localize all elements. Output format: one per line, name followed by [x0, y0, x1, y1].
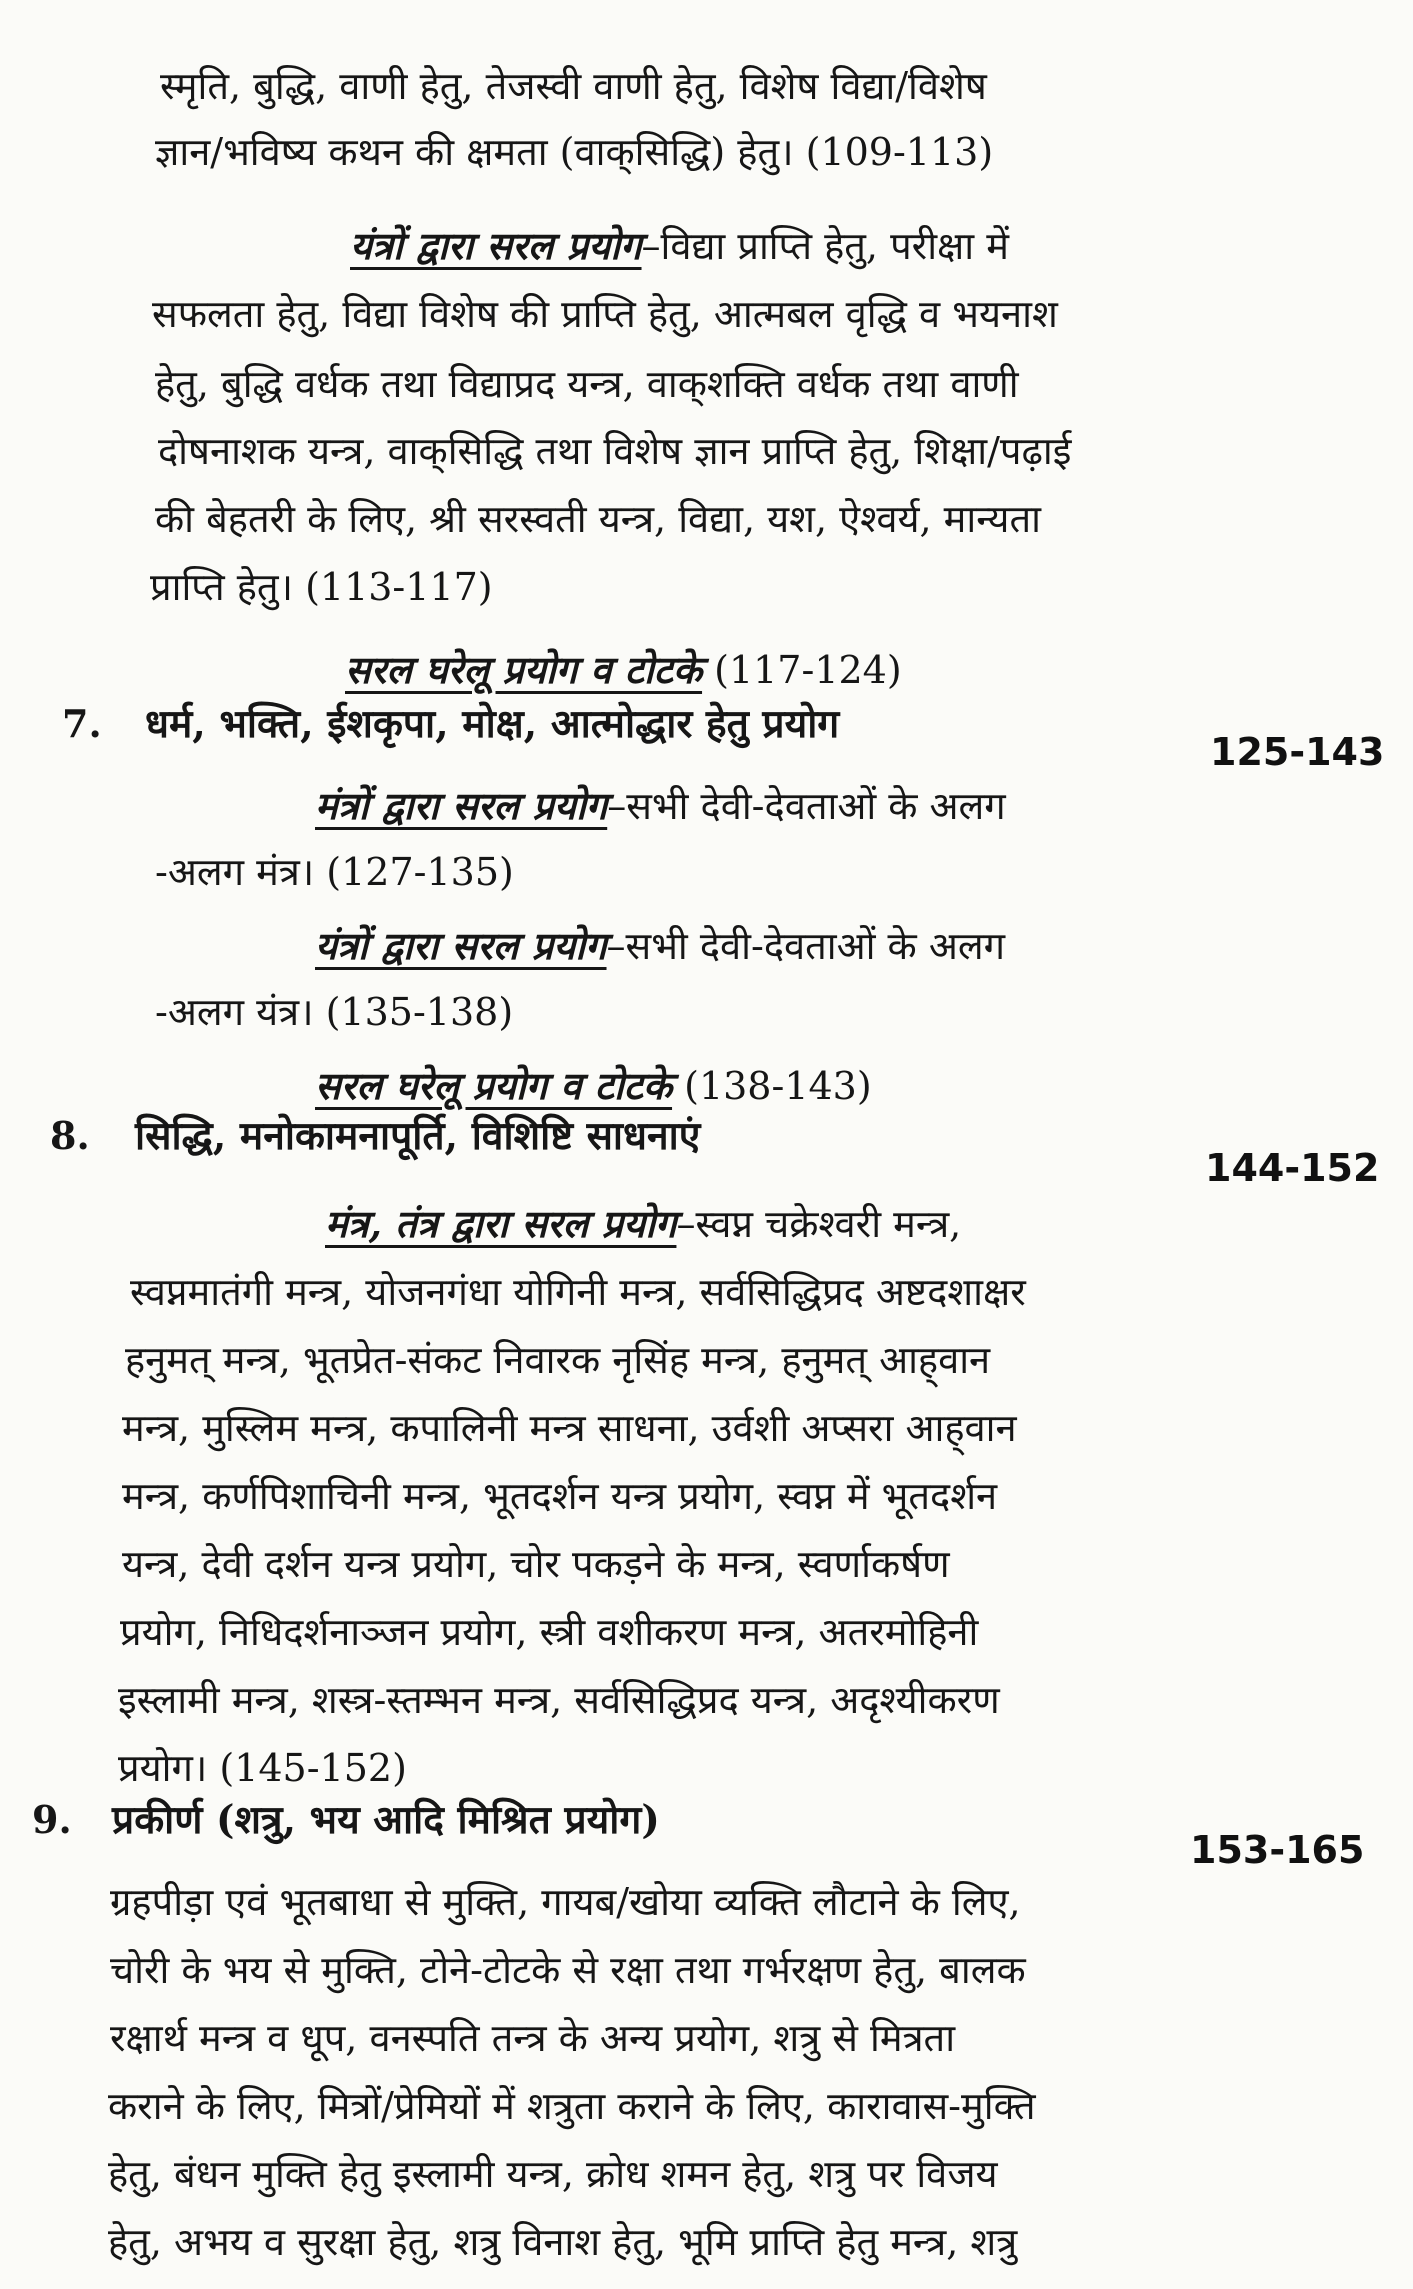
- subheading-line: [325, 1200, 961, 1248]
- text-span: (138-143): [672, 1064, 872, 1108]
- text-line: चोरी के भय से मुक्ति, टोने-टोटके से रक्षा तथा गर्भरक्षण हेतु, बालक: [110, 1948, 1026, 1992]
- text-line: स्वप्नमातंगी मन्त्र, योजनगंधा योगिनी मन्त्र, सर्वसिद्धिप्रद अष्टदशाक्षर: [130, 1270, 1026, 1314]
- page-range: 125-143: [1210, 730, 1385, 774]
- text-line: हेतु, बुद्धि वर्धक तथा विद्याप्रद यन्त्र, वाक्‌शक्ति वर्धक तथा वाणी: [155, 362, 1019, 406]
- text-span: –विद्या प्राप्ति हेतु, परीक्षा में: [641, 224, 1009, 268]
- section-number: 8.: [50, 1113, 90, 1158]
- text-line: प्राप्ति हेतु। (113-117): [150, 565, 493, 609]
- subheading: मंत्र, तंत्र द्वारा सरल प्रयोग: [325, 1201, 677, 1246]
- text-span: –सभी देवी-देवताओं के अलग: [606, 924, 1006, 968]
- text-line: प्रयोग। (145-152): [118, 1746, 407, 1790]
- text-line: सफलता हेतु, विद्या विशेष की प्राप्ति हेतु, आत्मबल वृद्धि व भयनाश: [152, 292, 1058, 336]
- subheading-line: [350, 222, 1009, 270]
- subheading-line: [315, 922, 1005, 970]
- subheading: यंत्रों द्वारा सरल प्रयोग: [350, 223, 642, 268]
- text-line: मन्त्र, मुस्लिम मन्त्र, कपालिनी मन्त्र साधना, उर्वशी अप्सरा आह्‌वान: [122, 1406, 1017, 1450]
- text-line: रक्षार्थ मन्त्र व धूप, वनस्पति तन्त्र के अन्य प्रयोग, शत्रु से मित्रता: [110, 2016, 956, 2060]
- text-span: (117-124): [702, 648, 902, 692]
- section-title: सिद्धि, मनोकामनापूर्ति, विशिष्टि साधनाएं: [135, 1113, 701, 1159]
- subheading: सरल घरेलू प्रयोग व टोटके: [315, 1063, 673, 1108]
- text-line: की बेहतरी के लिए, श्री सरस्वती यन्त्र, विद्या, यश, ऐश्वर्य, मान्यता: [155, 497, 1041, 541]
- text-line: इस्लामी मन्त्र, शस्त्र-स्तम्भन मन्त्र, सर्वसिद्धिप्रद यन्त्र, अदृश्यीकरण: [118, 1678, 1000, 1722]
- page-range: 144-152: [1205, 1146, 1380, 1190]
- section-number: 9.: [32, 1797, 72, 1842]
- text-line: प्रयोग, निधिदर्शनाञ्जन प्रयोग, स्त्री वशीकरण मन्त्र, अतरमोहिनी: [120, 1610, 979, 1654]
- section-title: प्रकीर्ण (शत्रु, भय आदि मिश्रित प्रयोग): [112, 1797, 660, 1843]
- subheading: यंत्रों द्वारा सरल प्रयोग: [315, 923, 607, 968]
- text-line: -अलग यंत्र। (135-138): [155, 990, 514, 1034]
- section-number: 7.: [62, 701, 102, 746]
- text-line: दोषनाशक यन्त्र, वाक्‌सिद्धि तथा विशेष ज्ञान प्राप्ति हेतु, शिक्षा/पढ़ाई: [158, 429, 1072, 473]
- text-line: -अलग मंत्र। (127-135): [155, 850, 514, 894]
- text-line: स्मृति, बुद्धि, वाणी हेतु, तेजस्वी वाणी हेतु, विशेष विद्या/विशेष: [160, 64, 987, 108]
- text-line: यन्त्र, देवी दर्शन यन्त्र प्रयोग, चोर पकड़ने के मन्त्र, स्वर्णाकर्षण: [122, 1542, 950, 1586]
- subheading: सरल घरेलू प्रयोग व टोटके: [345, 647, 703, 692]
- text-span: –सभी देवी-देवताओं के अलग: [607, 784, 1006, 828]
- text-line: मन्त्र, कर्णपिशाचिनी मन्त्र, भूतदर्शन यन्त्र प्रयोग, स्वप्न में भूतदर्शन: [122, 1474, 998, 1518]
- subheading-line: [315, 782, 1006, 830]
- subheading-line: [315, 1062, 872, 1110]
- text-line: हेतु, बंधन मुक्ति हेतु इस्लामी यन्त्र, क्रोध शमन हेतु, शत्रु पर विजय: [108, 2152, 998, 2196]
- subheading: मंत्रों द्वारा सरल प्रयोग: [315, 783, 608, 828]
- section-title: धर्म, भक्ति, ईशकृपा, मोक्ष, आत्मोद्धार हेतु प्रयोग: [145, 701, 840, 747]
- text-span: –स्वप्न चक्रेश्वरी मन्त्र,: [676, 1202, 962, 1246]
- subheading-line: [345, 646, 902, 694]
- text-line: ज्ञान/भविष्य कथन की क्षमता (वाक्‌सिद्धि) हेतु। (109-113): [155, 130, 994, 174]
- page-range: 153-165: [1190, 1828, 1365, 1872]
- text-line: कराने के लिए, मित्रों/प्रेमियों में शत्रुता कराने के लिए, कारावास-मुक्ति: [108, 2084, 1036, 2128]
- text-line: ग्रहपीड़ा एवं भूतबाधा से मुक्ति, गायब/खोया व्यक्ति लौटाने के लिए,: [110, 1880, 1021, 1924]
- text-line: हेतु, अभय व सुरक्षा हेतु, शत्रु विनाश हेतु, भूमि प्राप्ति हेतु मन्त्र, शत्रु: [108, 2220, 1018, 2264]
- text-line: हनुमत् मन्त्र, भूतप्रेत-संकट निवारक नृसिंह मन्त्र, हनुमत् आह्‌वान: [125, 1338, 991, 1382]
